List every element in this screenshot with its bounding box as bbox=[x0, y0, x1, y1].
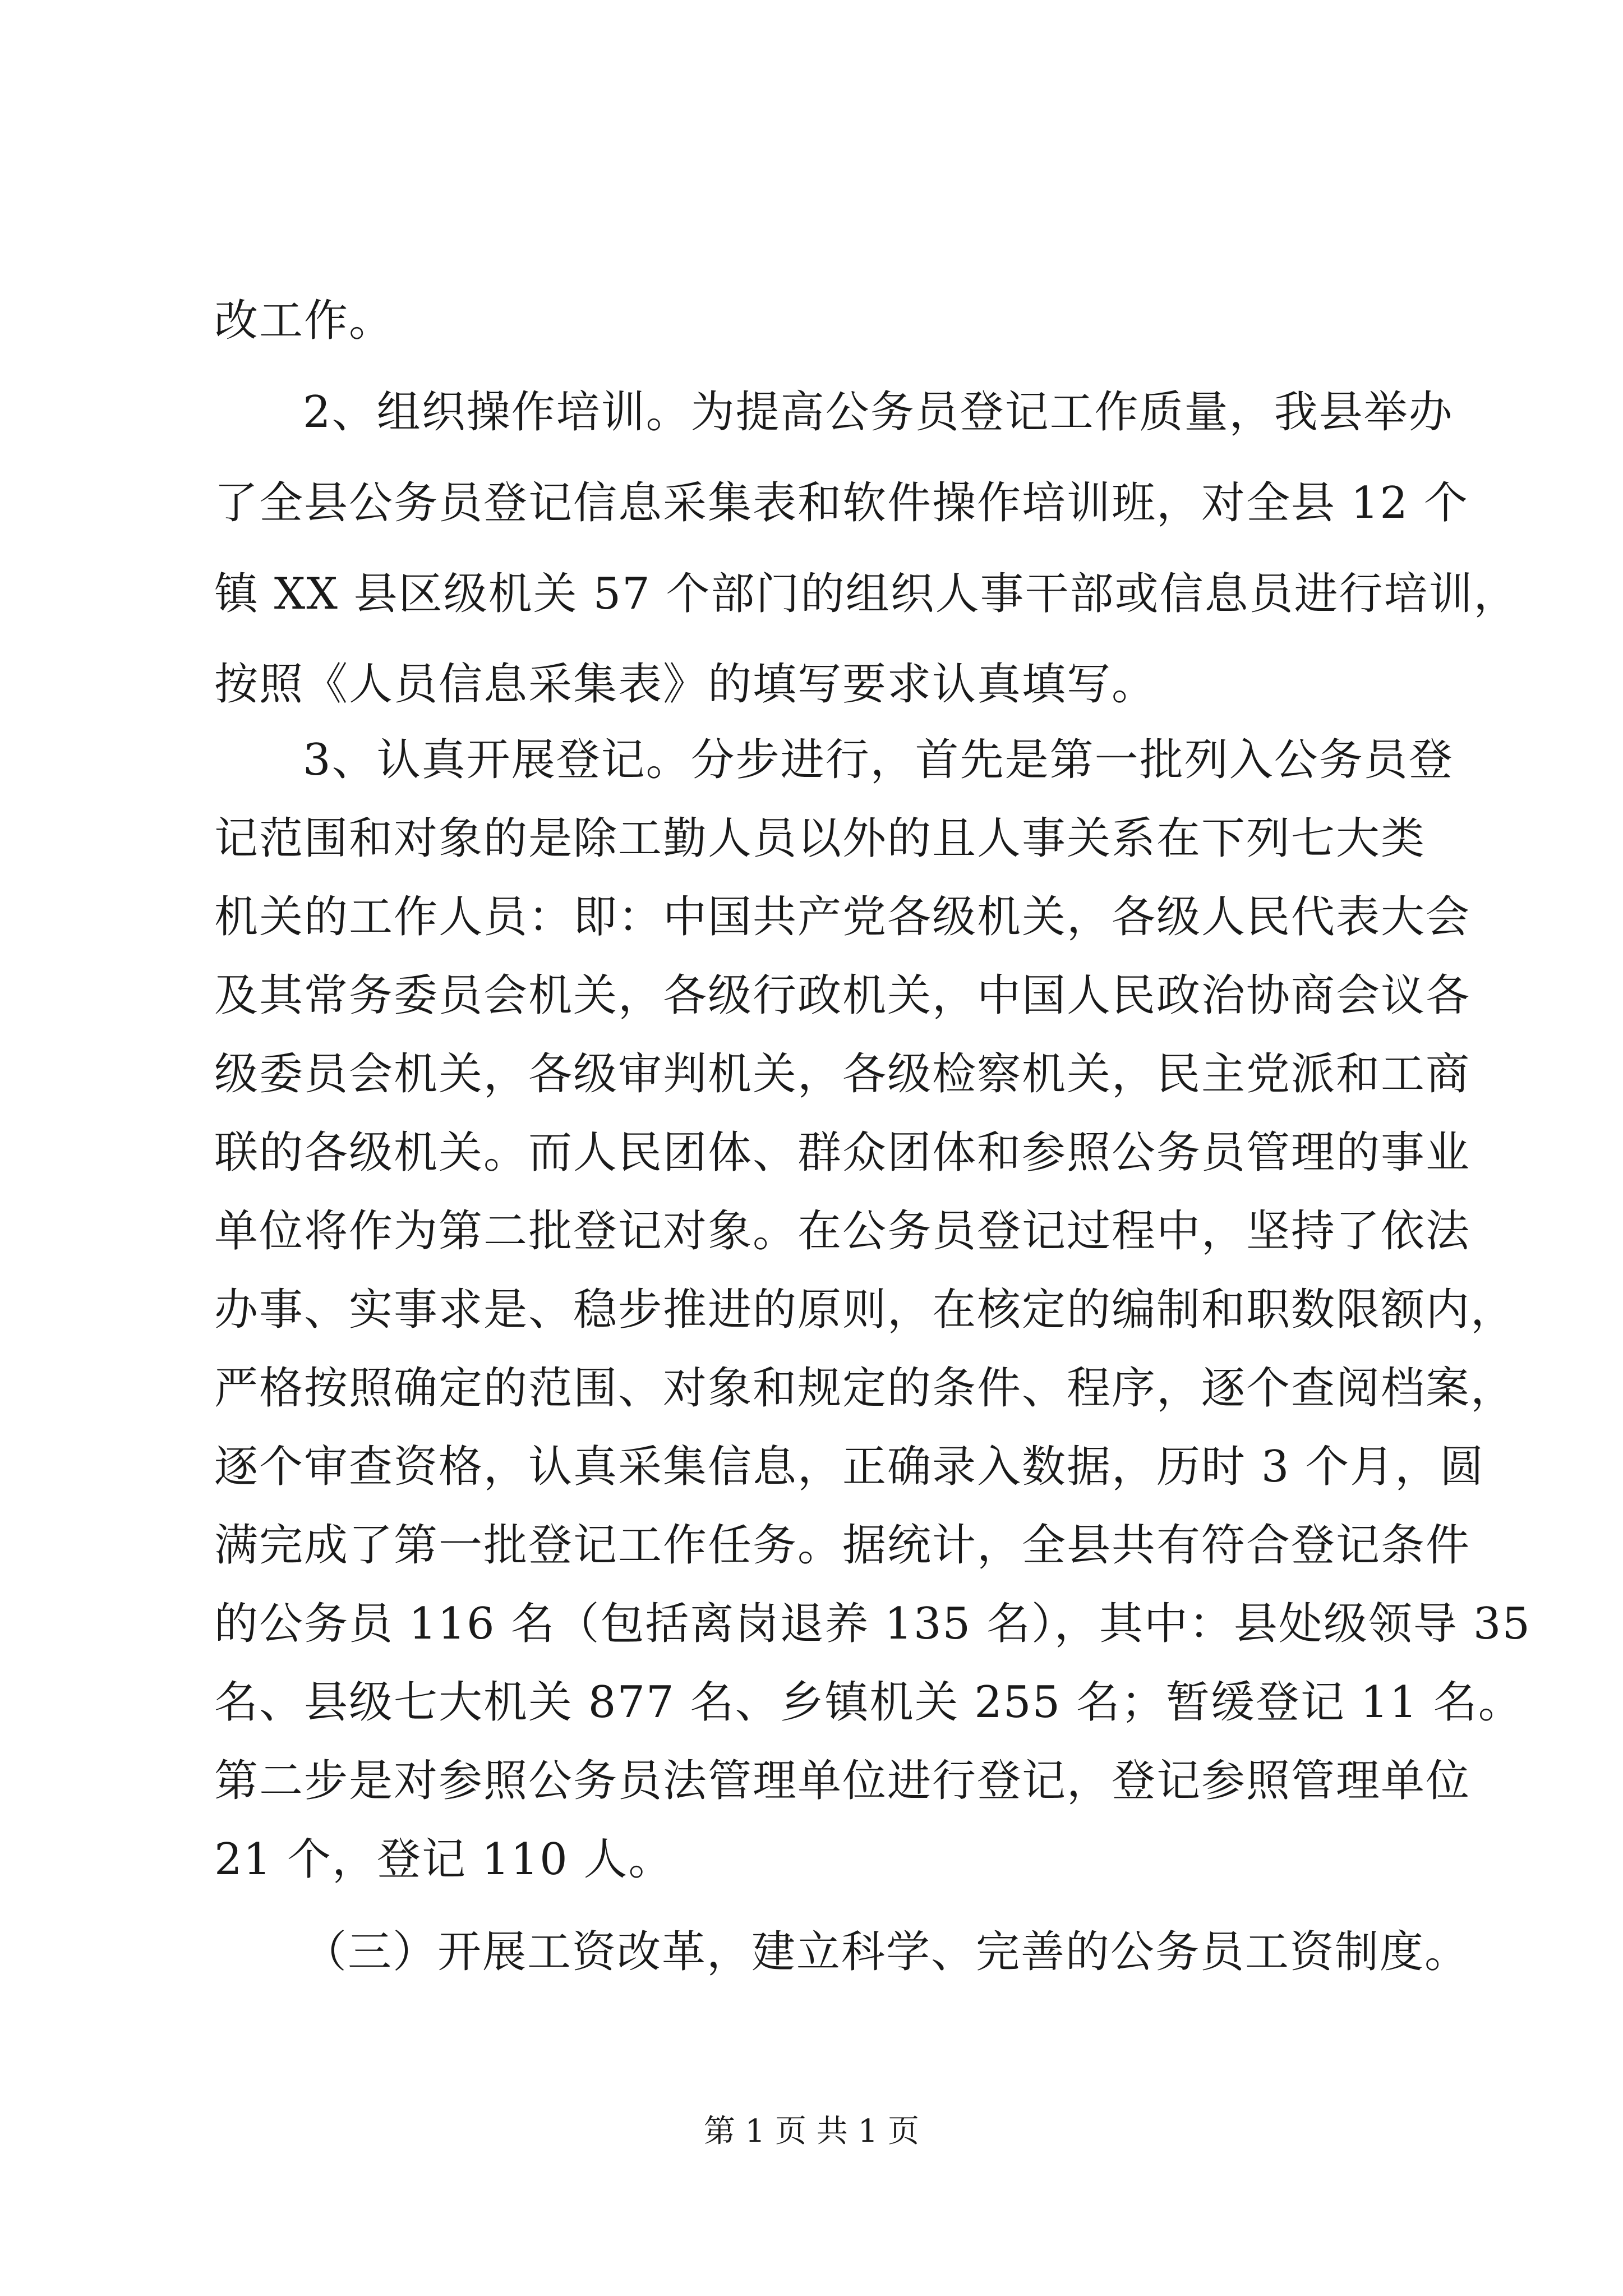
text-line-9: 及其常务委员会机关，各级行政机关，中国人民政治协商会议各 bbox=[214, 970, 1471, 1021]
text-line-3: 了全县公务员登记信息采集表和软件操作培训班，对全县 12 个 bbox=[214, 478, 1469, 528]
text-line-18: 名、县级七大机关 877 名、乡镇机关 255 名；暂缓登记 11 名。 bbox=[214, 1677, 1523, 1728]
text-line-6: 3、认真开展登记。分步进行，首先是第一批列入公务员登 bbox=[303, 735, 1454, 785]
text-line-16: 满完成了第一批登记工作任务。据统计，全县共有符合登记条件 bbox=[214, 1520, 1471, 1571]
text-line-19: 第二步是对参照公务员法管理单位进行登记，登记参照管理单位 bbox=[214, 1756, 1471, 1806]
text-line-2: 2、组织操作培训。为提高公务员登记工作质量，我县举办 bbox=[303, 387, 1454, 438]
text-line-1: 改工作。 bbox=[214, 296, 394, 346]
text-line-15: 逐个审查资格，认真采集信息，正确录入数据，历时 3 个月，圆 bbox=[214, 1442, 1485, 1492]
text-line-4: 镇 XX 县区级机关 57 个部门的组织人事干部或信息员进行培训， bbox=[214, 569, 1519, 619]
text-line-8: 机关的工作人员：即：中国共产党各级机关，各级人民代表大会 bbox=[214, 892, 1471, 942]
section-heading: （三）开展工资改革，建立科学、完善的公务员工资制度。 bbox=[303, 1927, 1470, 1977]
text-line-7: 记范围和对象的是除工勤人员以外的且人事关系在下列七大类 bbox=[214, 813, 1426, 864]
text-line-10: 级委员会机关，各级审判机关，各级检察机关，民主党派和工商 bbox=[214, 1049, 1471, 1099]
text-line-11: 联的各级机关。而人民团体、群众团体和参照公务员管理的事业 bbox=[214, 1128, 1471, 1178]
text-line-12: 单位将作为第二批登记对象。在公务员登记过程中，坚持了依法 bbox=[214, 1206, 1471, 1257]
text-line-5: 按照《人员信息采集表》的填写要求认真填写。 bbox=[214, 659, 1157, 710]
page-footer: 第 1 页 共 1 页 bbox=[703, 2113, 920, 2150]
text-line-17: 的公务员 116 名（包括离岗退养 135 名），其中：县处级领导 35 bbox=[214, 1599, 1531, 1649]
text-line-20: 21 个，登记 110 人。 bbox=[214, 1834, 674, 1885]
text-line-14: 严格按照确定的范围、对象和规定的条件、程序，逐个查阅档案， bbox=[214, 1363, 1516, 1414]
text-line-13: 办事、实事求是、稳步推进的原则，在核定的编制和职数限额内， bbox=[214, 1285, 1516, 1335]
